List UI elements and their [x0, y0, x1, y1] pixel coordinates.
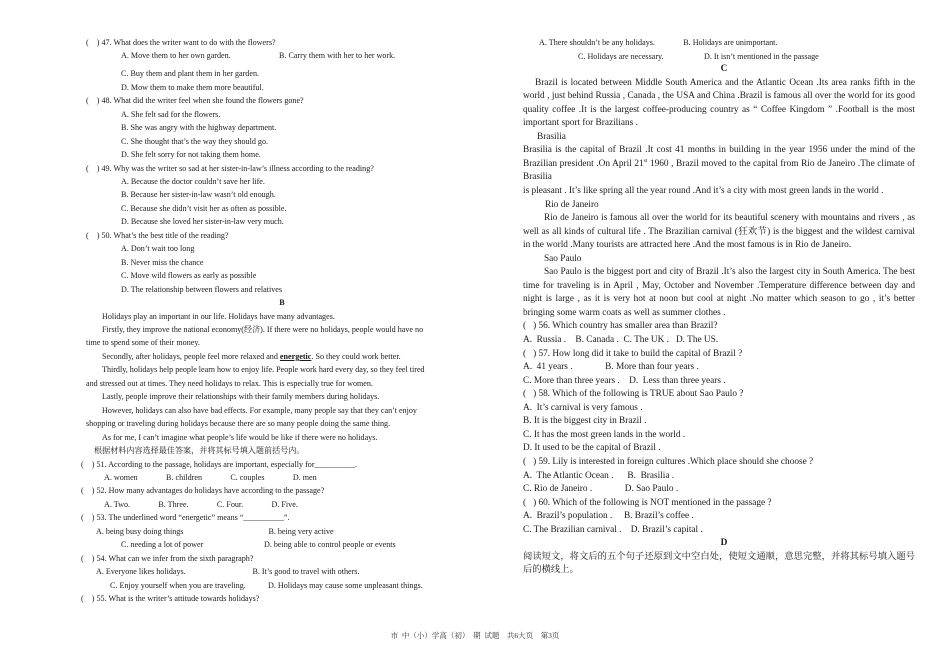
option: C. Move wild flowers as early as possible [121, 271, 257, 281]
option: D. She felt sorry for not taking them home. [121, 150, 261, 160]
question-48: ( ) 48. What did the writer feel when she found the flowers gone? [86, 96, 304, 106]
option: A. She felt sad for the flowers. [121, 109, 221, 119]
question-55: ( ) 55. What is the writer’s attitude towards holidays? [81, 594, 260, 604]
option: B. Carry them with her to her work. [279, 51, 396, 61]
paragraph: However, holidays can also have bad effects. For example, many people say that they can’t enjoy [102, 405, 417, 415]
question-49: ( ) 49. Why was the writer so sad at her sister-in-law’s illness according to the reading? [86, 163, 374, 173]
options: A. Two. B. Three. C. Four. D. Five. [104, 499, 298, 509]
section-d-instruction: 阅读短文，将文后的五个句子还原到文中空白处，使短文通顺，意思完整，并将其标号填入题号后的横线上。 [523, 551, 915, 576]
options: A. The Atlantic Ocean . B. Brasilia . [523, 470, 675, 481]
instruction: 根据材料内容选择最佳答案，并将其标号填入题前括号内。 [94, 446, 305, 456]
paragraph: As for me, I can’t imagine what people’s life would be like if there were no holidays. [102, 432, 378, 442]
option: C. It has the most green lands in the world . [523, 429, 686, 440]
question-60: ( ) 60. Which of the following is NOT mentioned in the passage ? [523, 497, 772, 508]
page-footer: 市 中（小）学高（初） 期 试题 共6大页 第3页 [390, 631, 560, 640]
option: A. Because the doctor couldn’t save her life. [121, 176, 265, 186]
option: B. Never miss the chance [121, 257, 204, 267]
subheading-rio: Rio de Janeiro [545, 199, 599, 210]
paragraph: and stressed out at times. They need holidays to relax. This is especially true for women. [86, 378, 373, 388]
paragraph: shopping or traveling during holidays because there are so many people doing the same thing. [86, 419, 391, 429]
option: C. She thought that’s the way they should go. [121, 136, 269, 146]
section-heading-c: C [720, 64, 728, 75]
options: C. Rio de Janeiro . D. Sao Paulo . [523, 484, 679, 495]
question-50: ( ) 50. What’s the best title of the reading? [86, 230, 229, 240]
paragraph: time to spend some of their money. [86, 338, 200, 348]
options: C. Enjoy yourself when you are traveling. D. Holidays may cause some unpleasant things. [110, 580, 423, 590]
question-47: ( ) 47. What does the writer want to do with the flowers? [86, 38, 276, 47]
options: A. being busy doing things B. being very active [96, 526, 334, 536]
options: C. More than three years . D. Less than three years . [523, 375, 726, 386]
question-56: ( ) 56. Which country has smaller area than Brazil? [523, 321, 718, 332]
options: A. women B. children C. couples D. men [104, 472, 317, 482]
paragraph: Holidays play an important in our life. Holidays have many advantages. [102, 311, 335, 321]
brasilia-paragraph [523, 144, 915, 185]
subheading-sao-paulo: Sao Paulo [544, 253, 582, 264]
text: 1960 , Brazil moved to the capital from Rio de Janeiro .The climate of Brasilia [523, 158, 915, 183]
option: B. She was angry with the highway department. [121, 123, 277, 133]
right-column [523, 36, 915, 578]
options: A. 41 years . B. More than four years . [523, 362, 699, 373]
option: D. The relationship between flowers and relatives [121, 284, 282, 294]
question-58: ( ) 58. Which of the following is TRUE about Sao Paulo ? [523, 389, 744, 400]
text: Secondly, after holidays, people feel more relaxed and [102, 351, 280, 361]
question-53: ( ) 53. The underlined word “energetic” means “__________”. [81, 513, 290, 523]
options: C. Holidays are necessary. D. It isn’t mentioned in the passage [578, 51, 819, 61]
rio-paragraph: Rio de Janeiro is famous all over the world for its beautiful scenery with mountains and rivers , as well as all kinds of cultural life . The Brazilian carnival (狂欢节) is the biggest and the wildest carnival in the world .Many tourists are attracted here .And the most famous is in Rio de Janeiro. [523, 213, 915, 251]
option: A. It’s carnival is very famous . [523, 402, 643, 413]
option: B. Because her sister-in-law wasn’t old enough. [121, 190, 276, 200]
option: D. Mow them to make them more beautiful. [121, 82, 264, 92]
option: A. Move them to her own garden. [121, 51, 231, 61]
section-heading-b: B [279, 298, 285, 308]
option: B. It is the biggest city in Brazil . [523, 416, 647, 427]
text: Brasilia is the capital of Brazil .It cost 41 months in building in the year 1956 under the mind of the Brazilian president .On April 21 [523, 145, 915, 169]
text: . So they could work better. [311, 351, 401, 361]
brasilia-paragraph-2: is pleasant . It’s like spring all the year round .And it’s a city with most green lands in the world . [523, 186, 884, 197]
paragraph: Thirdly, holidays help people learn how to enjoy life. People work hard every day, so they feel tired [102, 365, 425, 375]
question-57: ( ) 57. How long did it take to build the capital of Brazil ? [523, 348, 743, 359]
options: A. Brazil’s population . B. Brazil’s coffee . [523, 511, 694, 522]
option: D. It used to be the capital of Brazil . [523, 443, 661, 454]
options: C. needing a lot of power D. being able to control people or events [121, 540, 396, 550]
intro-paragraph: Brazil is located between Middle South America and the Atlantic Ocean .Its area ranks fifth in the world , just behind Russia , Canada , the USA and China .Brazil is famous all over the world for its good quality coffee .It is the largest coffee-producing country as “ Coffee Kingdom ” .Football is the most important sport for Brazilians . [523, 77, 915, 129]
superscript: st [643, 157, 648, 164]
question-52: ( ) 52. How many advantages do holidays have according to the passage? [81, 486, 325, 496]
options: A. There shouldn’t be any holidays. B. Holidays are unimportant. [539, 38, 778, 47]
options: A. Russia . B. Canada . C. The UK . D. The US. [523, 335, 719, 346]
question-59: ( ) 59. Lily is interested in foreign cultures .Which place should she choose ? [523, 456, 814, 467]
paragraph: Firstly, they improve the national economy(经济). If there were no holidays, people would have no [102, 324, 424, 334]
question-54: ( ) 54. What can we infer from the sixth paragraph? [81, 553, 254, 563]
subheading-brasilia: Brasilia [537, 131, 566, 142]
left-column [81, 36, 478, 605]
options: A. Everyone likes holidays. B. It’s good to travel with others. [96, 567, 360, 577]
section-heading-d: D [720, 538, 728, 549]
sao-paulo-paragraph: Sao Paulo is the biggest port and city of Brazil .It’s also the largest city in South America. The best time for traveling is in April , May, October and November .Temperature difference between day and night is large , as it is very hot at noon but cool at night .No matter which season to go , it’s better bringing some warm coats as well as summer clothes . [523, 267, 915, 318]
option: C. Buy them and plant them in her garden. [121, 69, 260, 79]
question-51: ( ) 51. According to the passage, holidays are important, especially for__________. [81, 459, 358, 469]
option: D. Because she loved her sister-in-law very much. [121, 217, 284, 227]
paragraph: Lastly, people improve their relationships with their family members during holidays. [102, 392, 380, 402]
option: C. Because she didn’t visit her as often as possible. [121, 203, 287, 213]
option: A. Don’t wait too long [121, 244, 195, 254]
underlined-word: energetic [279, 351, 312, 361]
paragraph [86, 350, 478, 363]
options: C. The Brazilian carnival . D. Brazil’s capital . [523, 524, 703, 535]
